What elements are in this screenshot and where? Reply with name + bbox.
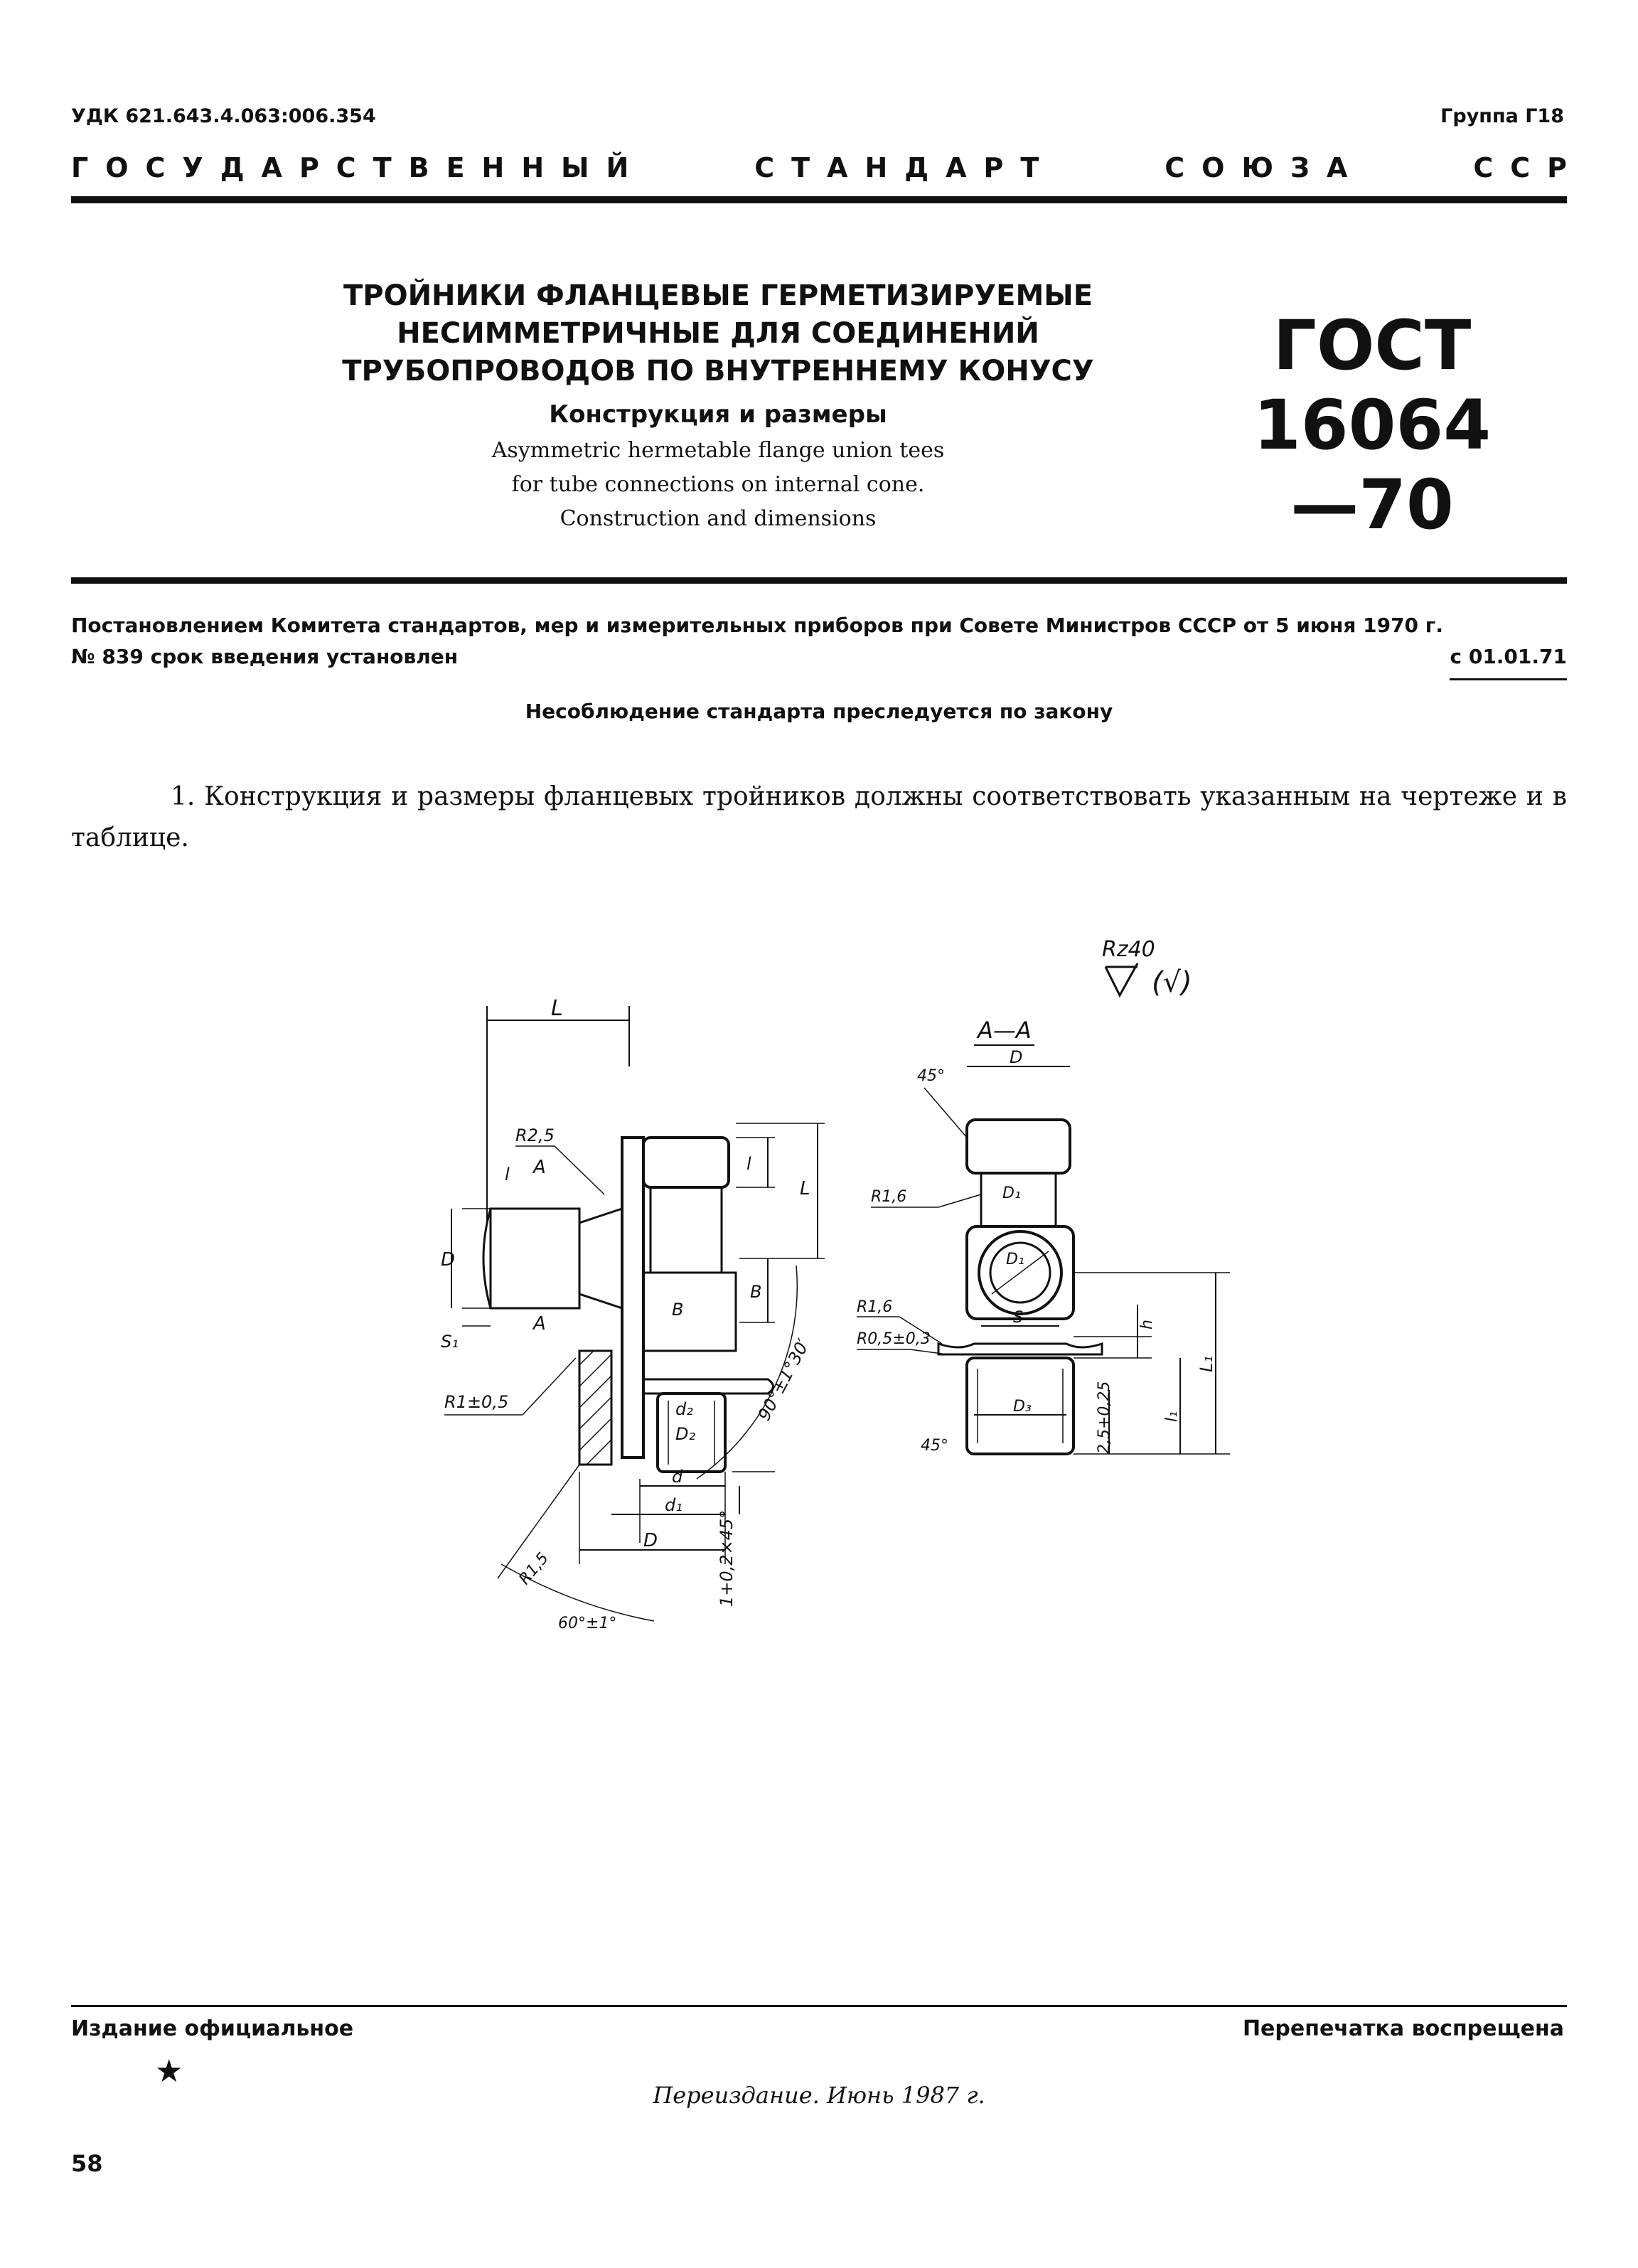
dim-S: S: [1013, 1309, 1023, 1327]
dim-l-right: l: [746, 1154, 751, 1174]
decree-line-1: Постановлением Комитета стандартов, мер и измерительных приборов при Совете Министров СССР от 5 июня 1970 г.: [71, 614, 1444, 637]
dim-d1: d₁: [665, 1495, 682, 1515]
dim-L-right: L: [800, 1178, 810, 1199]
section-mark-A-bottom: A: [533, 1313, 546, 1334]
reissue-note: Переиздание. Июнь 1987 г.: [653, 2082, 985, 2109]
dim-S1: S₁: [441, 1332, 459, 1352]
gost-number: 16064—70: [1253, 385, 1491, 545]
chamfer-note: 1+0,2×45°: [717, 1509, 737, 1607]
angle-45-bottom: 45°: [921, 1437, 948, 1455]
dim-D1-circle: D₁: [1006, 1251, 1024, 1268]
dim-L-top: L: [551, 996, 563, 1021]
footer-rule: [71, 2005, 1567, 2007]
title-ru-subtitle: Конструкция и размеры: [549, 400, 887, 429]
group-code: Группа Г18: [1440, 105, 1564, 127]
radius-R05: R0,5±0,3: [857, 1330, 931, 1348]
angle-60: 60°±1°: [558, 1615, 617, 1632]
header-word-2: СТАНДАРТ: [754, 152, 1056, 183]
section-label: А—А: [978, 1017, 1032, 1044]
dim-l1: l₁: [1163, 1411, 1181, 1422]
reprint-note: Перепечатка воспрещена: [1242, 2016, 1564, 2041]
thread-length: 2,5+0,25: [1096, 1381, 1113, 1454]
roughness-symbol: [1102, 937, 1192, 999]
angle-45-top: 45°: [917, 1067, 945, 1085]
title-en-line-2: for tube connections on internal cone.: [511, 472, 925, 497]
title-rule: [71, 577, 1567, 584]
roughness-bracket: (√): [1152, 966, 1192, 999]
radius-R16-mid: R1,6: [857, 1298, 893, 1316]
radius-R16-top: R1,6: [871, 1188, 907, 1206]
section-view: [857, 1017, 1230, 1455]
dim-d: d: [672, 1467, 683, 1487]
title-en-line-3: Construction and dimensions: [560, 506, 877, 531]
dim-B-right: B: [750, 1282, 762, 1302]
edition-note: Издание официальное: [71, 2016, 354, 2041]
title-block: [256, 277, 1180, 531]
title-ru-line-2: НЕСИММЕТРИЧНЫЕ ДЛЯ СОЕДИНЕНИЙ: [397, 317, 1039, 350]
decree-date: с 01.01.71: [1450, 641, 1567, 680]
decree-block: [71, 610, 1567, 680]
dim-D-left: D: [441, 1249, 456, 1271]
dim-h: h: [1138, 1320, 1156, 1330]
header-word-1: ГОСУДАРСТВЕННЫЙ: [71, 152, 646, 183]
dim-D2: D₂: [675, 1424, 696, 1444]
technical-drawing: [398, 924, 1280, 1706]
dim-l-left: l: [505, 1165, 510, 1184]
front-view: [441, 996, 825, 1632]
header-rule: [71, 196, 1567, 203]
standard-header: [71, 152, 1584, 183]
udk-code: УДК 621.643.4.063:006.354: [71, 105, 376, 127]
dim-D1-top: D₁: [1002, 1184, 1021, 1202]
decree-line-2: № 839 срок введения установлен: [71, 645, 459, 668]
title-ru-line-1: ТРОЙНИКИ ФЛАНЦЕВЫЕ ГЕРМЕТИЗИРУЕМЫЕ: [343, 279, 1093, 312]
dim-D-section: D: [1010, 1047, 1023, 1067]
title-en-line-1: Asymmetric hermetable flange union tees: [491, 438, 945, 463]
star-icon: ★: [155, 2053, 183, 2090]
dim-L1: L₁: [1197, 1356, 1216, 1372]
dim-d2: d₂: [675, 1399, 693, 1419]
radius-R1: R1±0,5: [444, 1392, 509, 1412]
section-mark-A-top: A: [533, 1157, 546, 1178]
header-word-4: ССР: [1473, 152, 1584, 183]
dim-B-inner: B: [672, 1300, 684, 1320]
angle-90: 90°±1°30′: [754, 1335, 814, 1424]
radius-R25: R2,5: [515, 1125, 555, 1145]
gost-designation: [1223, 306, 1521, 545]
roughness-value: Rz40: [1102, 937, 1155, 962]
paragraph-1: 1. Конструкция и размеры фланцевых тройников должны соответствовать указанным на чертеже и в таблице.: [71, 782, 1567, 852]
dim-D-bottom: D: [643, 1530, 658, 1551]
penalty-notice: Несоблюдение стандарта преследуется по закону: [525, 700, 1113, 723]
header-word-3: СОЮЗА: [1165, 152, 1365, 183]
dim-D3: D₃: [1013, 1398, 1032, 1416]
page-number: 58: [71, 2150, 103, 2177]
gost-label: ГОСТ: [1273, 306, 1472, 385]
radius-R15: R1,5: [515, 1549, 552, 1588]
title-ru-line-3: ТРУБОПРОВОДОВ ПО ВНУТРЕННЕМУ КОНУСУ: [342, 355, 1094, 387]
